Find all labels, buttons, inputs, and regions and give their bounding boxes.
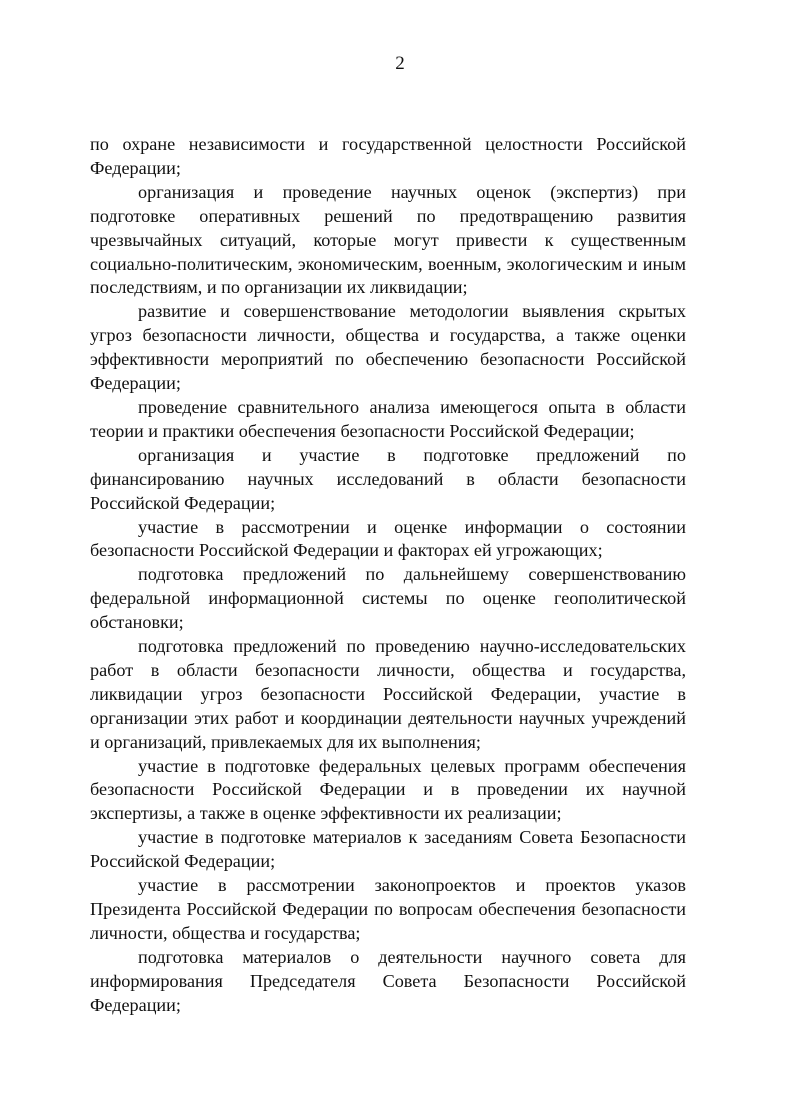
paragraph-9: участие в подготовке федеральных целевых программ обеспечения безопасности Российской Федерации и в проведении их научной экспертизы, а также в оценке эффективности их реализации; <box>90 755 686 824</box>
paragraph-2: организация и проведение научных оценок (экспертиз) при подготовке оперативных решений по предотвращению развития чрезвычайных ситуаций, которые могут привести к существенным социально-политическим, экономическим, военным, экологическим и иным последствиям, и по организации их ликвидации; <box>90 181 686 298</box>
paragraph-10: участие в подготовке материалов к заседаниям Совета Безопасности Российской Федерации; <box>90 827 686 872</box>
paragraph-7: подготовка предложений по дальнейшему совершенствованию федеральной информационной системы по оценке геополитической обстановки; <box>90 564 686 633</box>
paragraph-4: проведение сравнительного анализа имеющегося опыта в области теории и практики обеспечения безопасности Российской Федерации; <box>90 396 686 441</box>
paragraph-5: организация и участие в подготовке предложений по финансированию научных исследований в области безопасности Российской Федерации; <box>90 444 686 513</box>
paragraph-6: участие в рассмотрении и оценке информации о состоянии безопасности Российской Федерации и факторах ей угрожающих; <box>90 516 686 561</box>
document-body <box>90 133 686 1018</box>
paragraph-1: по охране независимости и государственной целостности Российской Федерации; <box>90 134 686 178</box>
paragraph-12: подготовка материалов о деятельности научного совета для информирования Председателя Совета Безопасности Российской Федерации; <box>90 946 686 1015</box>
paragraph-3: развитие и совершенствование методологии выявления скрытых угроз безопасности личности, общества и государства, а также оценки эффективности мероприятий по обеспечению безопасности Российской Федерации; <box>90 301 686 394</box>
paragraph-11: участие в рассмотрении законопроектов и проектов указов Президента Российской Федерации по вопросам обеспечения безопасности личности, общества и государства; <box>90 875 686 943</box>
paragraph-8: подготовка предложений по проведению научно-исследовательских работ в области безопасности личности, общества и государства, ликвидации угроз безопасности Российской Федерации, участие в организации этих работ и координации деятельности научных учреждений и организаций, привлекаемых для их выполнения; <box>90 636 686 752</box>
page-number: 2 <box>395 53 405 74</box>
